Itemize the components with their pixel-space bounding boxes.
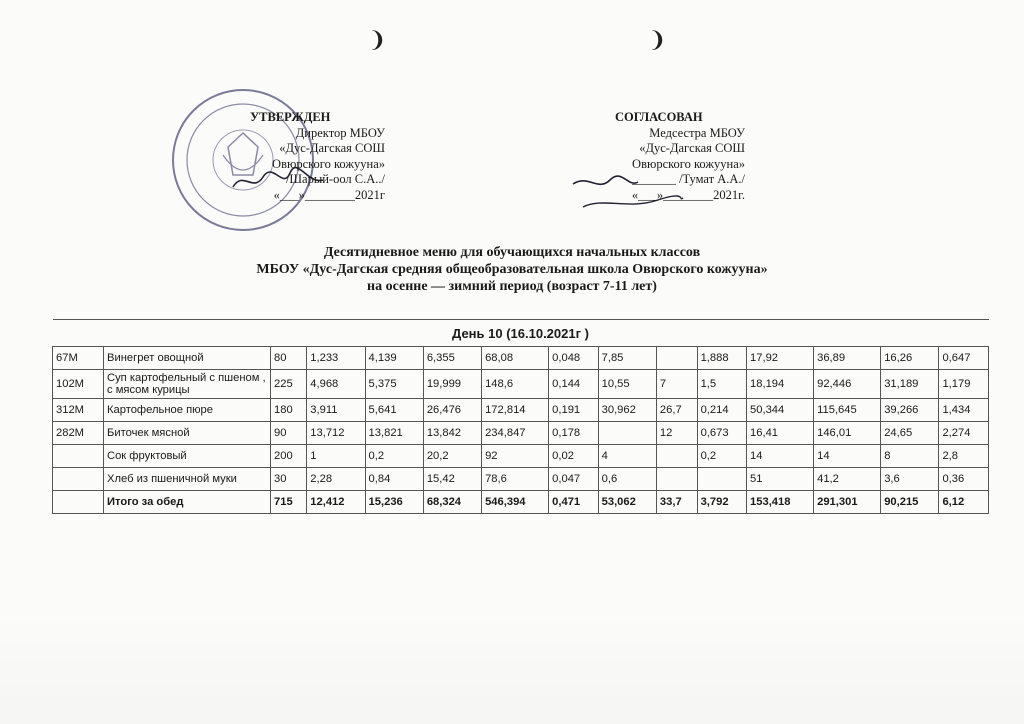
title-line: МБОУ «Дус-Дагская средняя общеобразовательная школа Овюрского кожууна» [256, 262, 768, 277]
value-cell: 31,189 [881, 370, 939, 399]
value-cell: 200 [271, 445, 307, 468]
value-cell: 7 [656, 370, 697, 399]
value-cell: 0,144 [549, 370, 598, 399]
agreement-line: _______ /Тумат А.А./ [632, 172, 745, 187]
value-cell: 0,673 [697, 422, 746, 445]
value-cell: 80 [271, 347, 307, 370]
table-row [53, 347, 989, 370]
value-cell: 24,65 [881, 422, 939, 445]
table-row [53, 399, 989, 422]
value-cell: 172,814 [482, 399, 549, 422]
title-line: на осенне — зимний период (возраст 7-11 лет) [367, 279, 657, 294]
value-cell: 5,641 [365, 399, 423, 422]
dish-code-cell: 102М [53, 370, 104, 399]
value-cell: 53,062 [598, 491, 656, 514]
value-cell: 180 [271, 399, 307, 422]
table-row [53, 468, 989, 491]
value-cell: 1,888 [697, 347, 746, 370]
dish-code-cell: 282М [53, 422, 104, 445]
value-cell: 92,446 [814, 370, 881, 399]
value-cell: 20,2 [423, 445, 481, 468]
value-cell: 4 [598, 445, 656, 468]
agreement-line: «___»________2021г. [631, 187, 745, 202]
value-cell: 0,191 [549, 399, 598, 422]
value-cell: 3,792 [697, 491, 746, 514]
value-cell: 1,5 [697, 370, 746, 399]
value-cell: 0,84 [365, 468, 423, 491]
dish-name-cell: Сок фруктовый [104, 445, 271, 468]
title-line: Десятидневное меню для обучающихся начальных классов [323, 245, 701, 260]
value-cell: 15,236 [365, 491, 423, 514]
value-cell: 4,139 [365, 347, 423, 370]
value-cell: 68,324 [423, 491, 481, 514]
value-cell [656, 347, 697, 370]
value-cell: 6,355 [423, 347, 481, 370]
dish-code-cell [53, 491, 104, 514]
binder-hole-mark: ❩ [368, 27, 387, 52]
value-cell: 1,233 [307, 347, 365, 370]
value-cell: 0,02 [549, 445, 598, 468]
value-cell: 68,08 [482, 347, 549, 370]
value-cell: 30 [271, 468, 307, 491]
table-row [53, 370, 989, 399]
document-title [0, 244, 1024, 295]
value-cell: 16,26 [881, 347, 939, 370]
value-cell: 51 [747, 468, 814, 491]
value-cell: 14 [747, 445, 814, 468]
value-cell: 92 [482, 445, 549, 468]
value-cell: 2,274 [939, 422, 989, 445]
value-cell: 6,12 [939, 491, 989, 514]
value-cell: 1 [307, 445, 365, 468]
value-cell: 0,048 [549, 347, 598, 370]
value-cell: 13,712 [307, 422, 365, 445]
approval-line: «Дус-Дагская СОШ [279, 141, 385, 156]
value-cell: 2,28 [307, 468, 365, 491]
value-cell: 8 [881, 445, 939, 468]
value-cell [598, 422, 656, 445]
dish-code-cell [53, 468, 104, 491]
value-cell: 33,7 [656, 491, 697, 514]
value-cell: 13,842 [423, 422, 481, 445]
value-cell: 115,645 [814, 399, 881, 422]
approval-line: Директор МБОУ [295, 125, 385, 140]
menu-table [52, 319, 989, 514]
value-cell: 10,55 [598, 370, 656, 399]
value-cell: 12,412 [307, 491, 365, 514]
dish-name-cell: Хлеб из пшеничной муки [104, 468, 271, 491]
value-cell: 41,2 [814, 468, 881, 491]
value-cell: 2,8 [939, 445, 989, 468]
value-cell: 3,911 [307, 399, 365, 422]
binder-hole-mark: ❩ [648, 27, 667, 52]
value-cell: 14 [814, 445, 881, 468]
approval-block [195, 110, 385, 204]
value-cell: 39,266 [881, 399, 939, 422]
dish-code-cell [53, 445, 104, 468]
value-cell: 0,178 [549, 422, 598, 445]
approval-line: /Шарый-оол С.А../ [285, 172, 385, 187]
value-cell: 15,42 [423, 468, 481, 491]
value-cell: 715 [271, 491, 307, 514]
value-cell: 291,301 [814, 491, 881, 514]
dish-name-cell: Биточек мясной [104, 422, 271, 445]
value-cell: 16,41 [747, 422, 814, 445]
value-cell: 90 [271, 422, 307, 445]
value-cell: 36,89 [814, 347, 881, 370]
value-cell: 0,2 [697, 445, 746, 468]
table-row [53, 445, 989, 468]
agreement-heading: СОГЛАСОВАН [615, 110, 703, 124]
dish-name-cell: Итого за обед [104, 491, 271, 514]
value-cell [697, 468, 746, 491]
dish-name-cell: Винегрет овощной [104, 347, 271, 370]
value-cell: 0,214 [697, 399, 746, 422]
value-cell: 26,7 [656, 399, 697, 422]
value-cell: 17,92 [747, 347, 814, 370]
value-cell: 90,215 [881, 491, 939, 514]
value-cell [656, 445, 697, 468]
value-cell: 13,821 [365, 422, 423, 445]
value-cell: 234,847 [482, 422, 549, 445]
value-cell: 146,01 [814, 422, 881, 445]
dish-code-cell: 312М [53, 399, 104, 422]
value-cell: 18,194 [747, 370, 814, 399]
total-row [53, 491, 989, 514]
value-cell: 12 [656, 422, 697, 445]
value-cell: 0,047 [549, 468, 598, 491]
approval-heading: УТВЕРЖДЕН [250, 110, 331, 124]
value-cell: 26,476 [423, 399, 481, 422]
value-cell: 4,968 [307, 370, 365, 399]
value-cell: 1,434 [939, 399, 989, 422]
agreement-line: «Дус-Дагская СОШ [639, 141, 745, 156]
value-cell: 0,471 [549, 491, 598, 514]
value-cell: 153,418 [747, 491, 814, 514]
value-cell: 0,2 [365, 445, 423, 468]
value-cell: 0,6 [598, 468, 656, 491]
value-cell: 0,647 [939, 347, 989, 370]
dish-name-cell: Картофельное пюре [104, 399, 271, 422]
value-cell: 5,375 [365, 370, 423, 399]
value-cell: 225 [271, 370, 307, 399]
approval-line: Овюрского кожууна» [272, 156, 385, 171]
agreement-line: Овюрского кожууна» [632, 156, 745, 171]
agreement-line: Медсестра МБОУ [649, 125, 745, 140]
dish-code-cell: 67М [53, 347, 104, 370]
value-cell: 3,6 [881, 468, 939, 491]
scan-shading [0, 614, 1024, 724]
value-cell: 148,6 [482, 370, 549, 399]
value-cell: 1,179 [939, 370, 989, 399]
table-row [53, 422, 989, 445]
agreement-block [560, 110, 745, 204]
value-cell: 19,999 [423, 370, 481, 399]
value-cell: 30,962 [598, 399, 656, 422]
value-cell: 50,344 [747, 399, 814, 422]
dish-name-cell: Суп картофельный с пшеном , с мясом курицы [104, 370, 271, 399]
approval-line: «___»________2021г [273, 187, 385, 202]
value-cell: 78,6 [482, 468, 549, 491]
value-cell: 7,85 [598, 347, 656, 370]
value-cell: 0,36 [939, 468, 989, 491]
value-cell [656, 468, 697, 491]
day-header: День 10 (16.10.2021г ) [53, 320, 989, 347]
value-cell: 546,394 [482, 491, 549, 514]
